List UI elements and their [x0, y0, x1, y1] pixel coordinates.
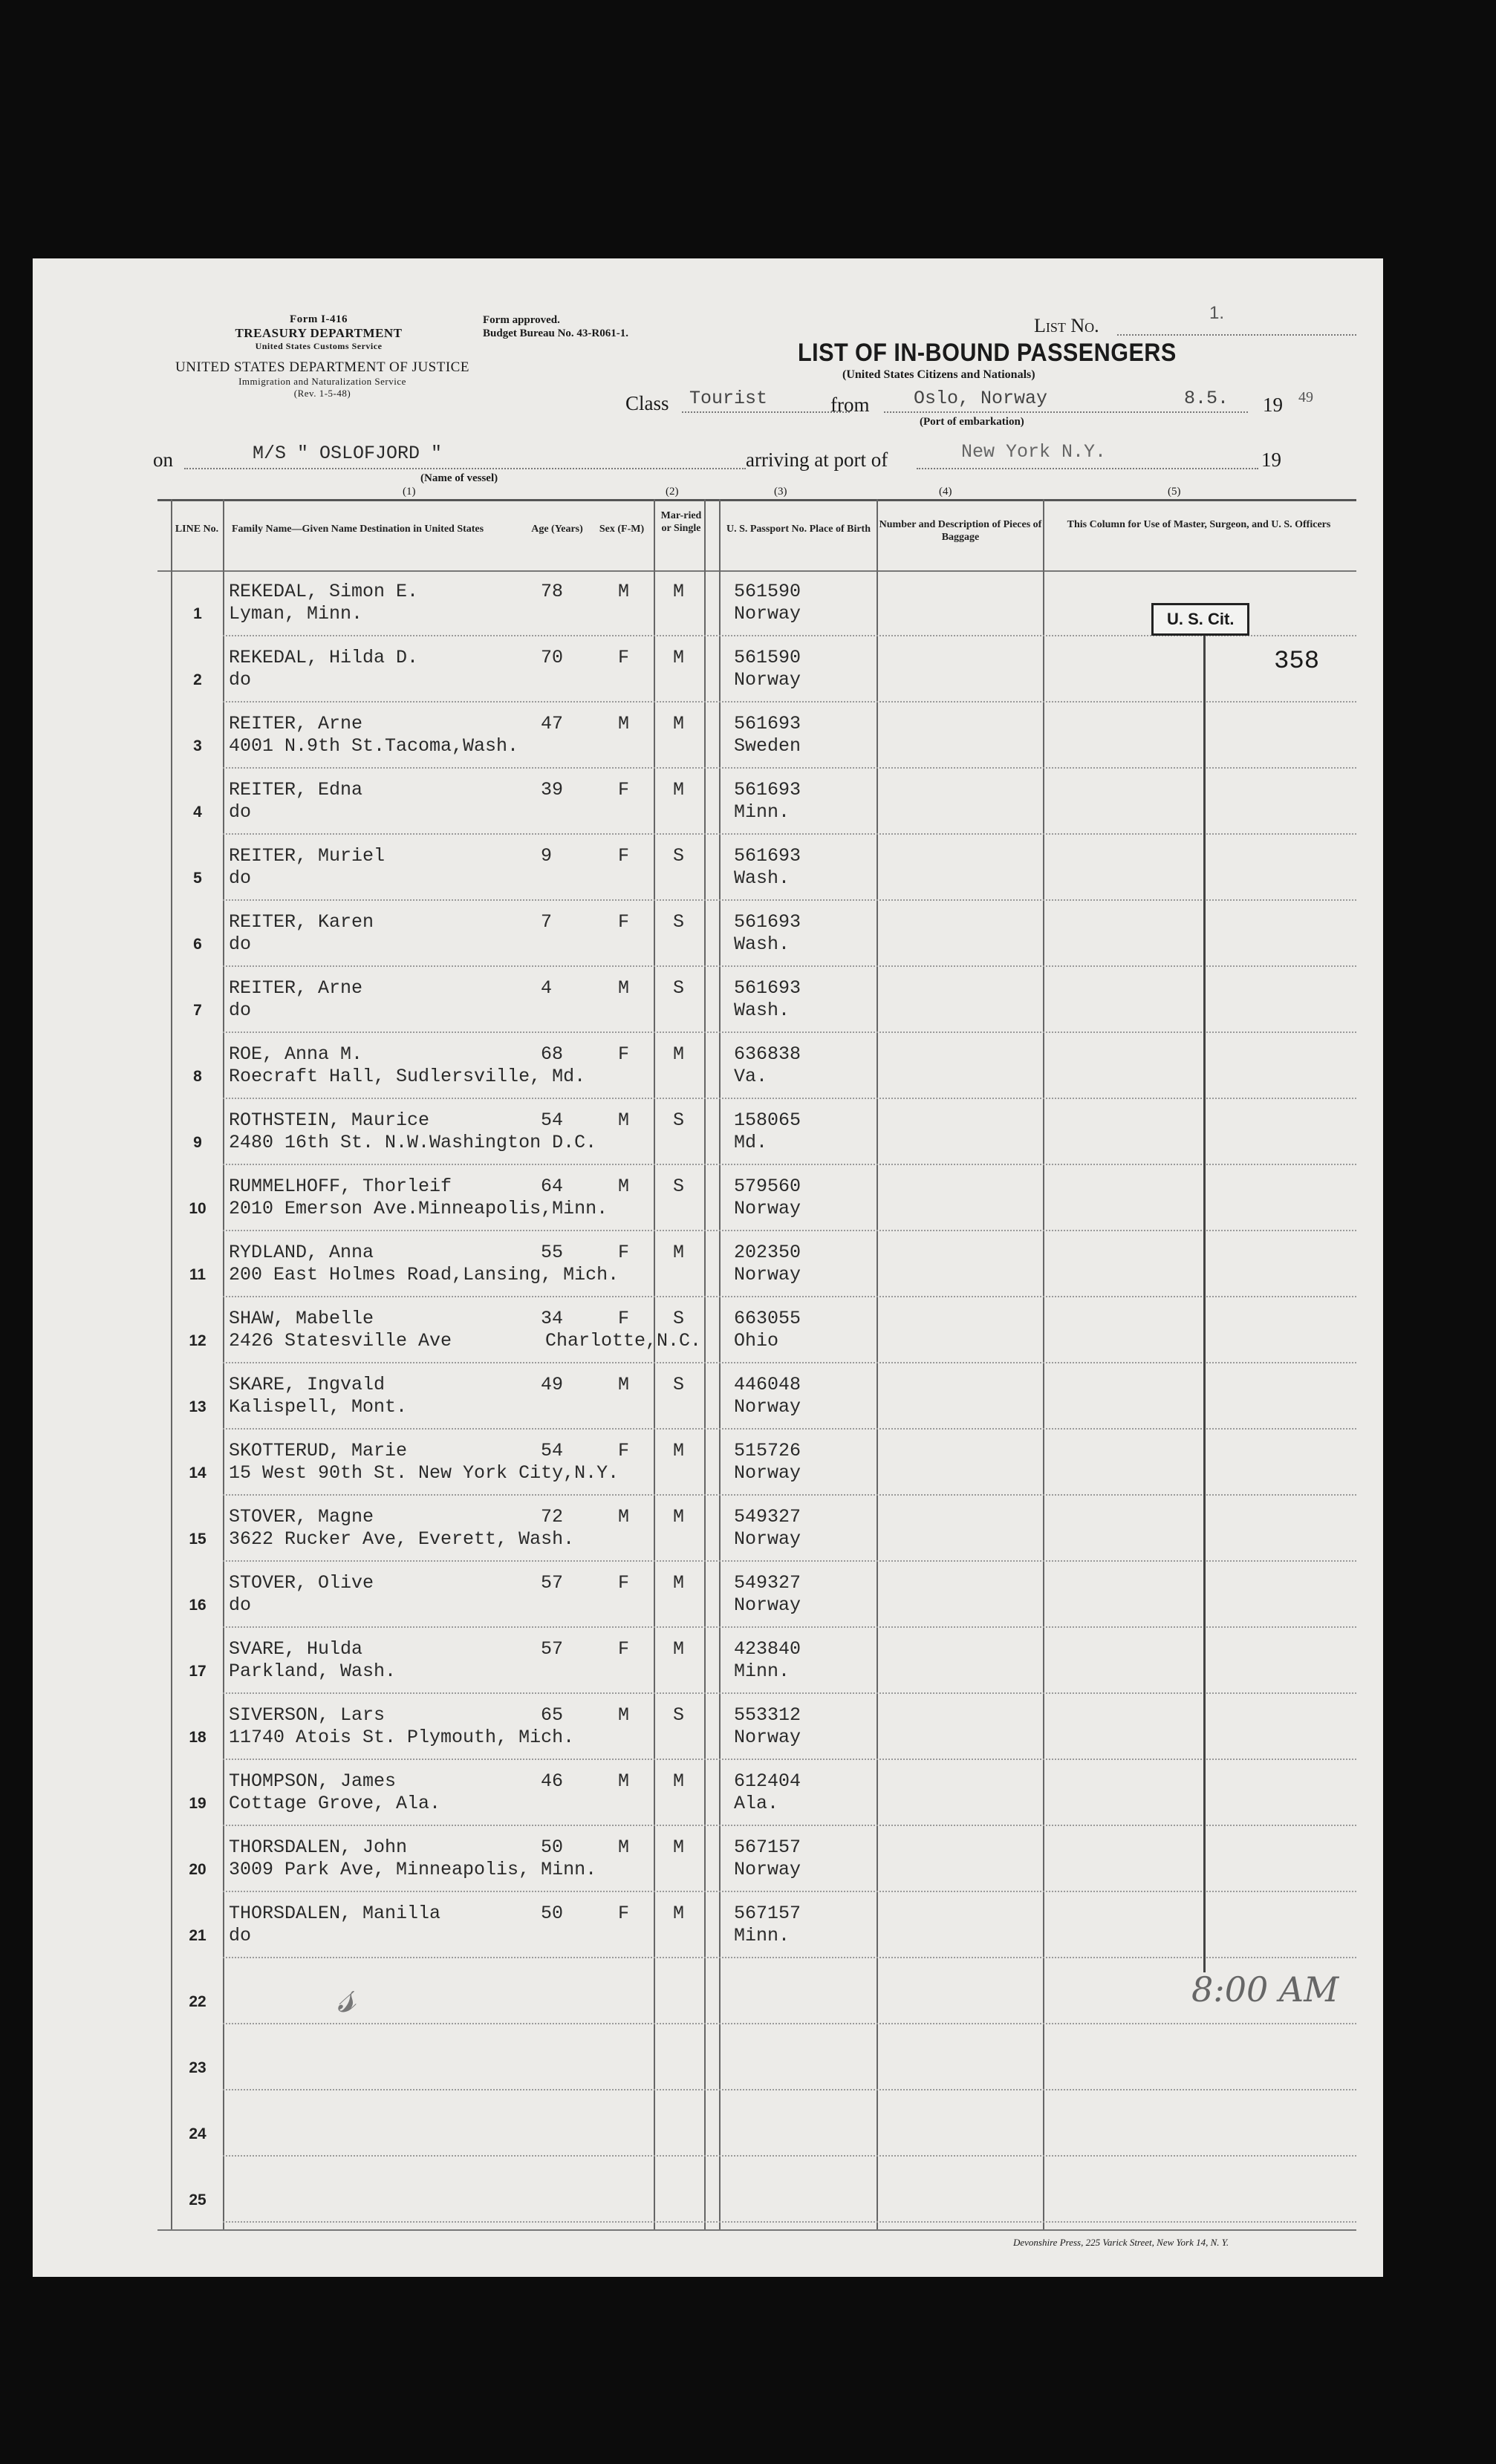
marital-status: S	[673, 1176, 685, 1197]
line-number: 5	[193, 870, 202, 887]
sex: M	[618, 1374, 630, 1395]
place-of-birth: Sweden	[734, 735, 801, 757]
destination: 3009 Park Ave, Minneapolis, Minn.	[229, 1859, 597, 1880]
rev-line: (Rev. 1-5-48)	[293, 388, 351, 399]
col-header-officers: This Column for Use of Master, Surgeon, and U. S. Officers	[1067, 519, 1331, 530]
marital-status: M	[673, 581, 685, 602]
passport-number: 202350	[734, 1242, 801, 1263]
destination: do	[229, 801, 252, 823]
sex: F	[618, 1440, 630, 1461]
us-citizen-stamp: U. S. Cit.	[1151, 603, 1249, 636]
col-header-passport: U. S. Passport No. Place of Birth	[726, 524, 871, 535]
col-number-2: (2)	[666, 486, 679, 498]
table-row	[33, 1892, 1383, 1958]
sex: F	[618, 1043, 630, 1065]
passport-number: 561693	[734, 977, 801, 999]
marital-status: S	[673, 1704, 685, 1726]
table-row	[33, 1496, 1383, 1562]
passport-number: 561590	[734, 647, 801, 668]
line-number: 8	[193, 1068, 202, 1085]
destination: do	[229, 669, 252, 691]
table-row	[33, 1826, 1383, 1892]
passport-number: 423840	[734, 1638, 801, 1660]
age: 64	[541, 1176, 564, 1197]
age: 57	[541, 1572, 564, 1594]
marital-status: M	[673, 1770, 685, 1792]
sex: F	[618, 845, 630, 867]
table-row	[33, 769, 1383, 835]
age: 39	[541, 779, 564, 801]
year-label-2: 19	[1261, 449, 1281, 471]
arriving-label: arriving at port of	[746, 449, 888, 471]
sex: F	[618, 911, 630, 933]
arrival-line	[917, 468, 1258, 469]
destination: do	[229, 1000, 252, 1021]
destination: Lyman, Minn.	[229, 603, 363, 625]
line-number: 23	[189, 2059, 206, 2076]
passenger-name: STOVER, Olive	[229, 1572, 374, 1594]
passenger-name: RYDLAND, Anna	[229, 1242, 374, 1263]
marital-status: S	[673, 1109, 685, 1131]
line-number: 9	[193, 1134, 202, 1151]
place-of-birth: Norway	[734, 603, 801, 625]
class-line	[682, 411, 850, 413]
line-number: 11	[189, 1266, 206, 1283]
handwritten-time: 8:00 AM	[1191, 1969, 1339, 2010]
line-number: 10	[189, 1200, 206, 1217]
line-number: 25	[189, 2191, 206, 2209]
col-number-3: (3)	[774, 486, 787, 498]
table-row	[33, 1628, 1383, 1694]
from-label: from	[830, 394, 870, 416]
destination: 11740 Atois St. Plymouth, Mich.	[229, 1727, 575, 1748]
line-number: 24	[189, 2125, 206, 2142]
passport-number: 567157	[734, 1836, 801, 1858]
table-top-border	[157, 499, 1356, 501]
destination: Roecraft Hall, Sudlersville, Md.	[229, 1066, 586, 1087]
passport-number: 158065	[734, 1109, 801, 1131]
budget-approval	[483, 313, 628, 340]
passenger-name: THOMPSON, James	[229, 1770, 397, 1792]
place-of-birth: Minn.	[734, 1925, 790, 1946]
passport-number: 663055	[734, 1308, 801, 1329]
passenger-name: REITER, Muriel	[229, 845, 386, 867]
passenger-name: REITER, Arne	[229, 713, 363, 734]
table-row	[33, 1562, 1383, 1628]
table-row	[33, 636, 1383, 703]
passenger-name: ROTHSTEIN, Maurice	[229, 1109, 430, 1131]
age: 49	[541, 1374, 564, 1395]
destination: Cottage Grove, Ala.	[229, 1793, 441, 1814]
class-label: Class	[625, 392, 669, 414]
page-title: LIST OF IN-BOUND PASSENGERS	[798, 339, 1177, 367]
table-row	[33, 1033, 1383, 1099]
passenger-name: REITER, Arne	[229, 977, 363, 999]
destination: 2480 16th St. N.W.Washington D.C.	[229, 1132, 597, 1153]
stamp-bracket-line	[1203, 636, 1206, 1972]
age: 50	[541, 1903, 564, 1924]
table-row	[33, 1430, 1383, 1496]
destination: 3622 Rucker Ave, Everett, Wash.	[229, 1528, 575, 1550]
table-row	[33, 1694, 1383, 1760]
destination: do	[229, 1925, 252, 1946]
table-row	[33, 1958, 1383, 2024]
col-number-5: (5)	[1168, 486, 1181, 498]
col-header-name-text: Family Name—Given Name Destination in United States	[232, 524, 484, 535]
passenger-name: REITER, Edna	[229, 779, 363, 801]
age: 7	[541, 911, 553, 933]
passenger-name: SKOTTERUD, Marie	[229, 1440, 408, 1461]
place-of-birth: Ohio	[734, 1330, 779, 1352]
line-number: 18	[189, 1729, 206, 1746]
row-divider	[223, 2221, 1356, 2223]
destination: do	[229, 933, 252, 955]
arrival-port: New York N.Y.	[961, 441, 1107, 463]
age: 34	[541, 1308, 564, 1329]
place-of-birth: Norway	[734, 1859, 801, 1880]
destination: do	[229, 1594, 252, 1616]
marital-status: S	[673, 911, 685, 933]
destination-continued: Charlotte,N.C.	[545, 1330, 702, 1352]
marital-status: M	[673, 1903, 685, 1924]
passenger-name: REITER, Karen	[229, 911, 374, 933]
sex: M	[618, 713, 630, 734]
passenger-name: THORSDALEN, John	[229, 1836, 408, 1858]
year-value: 49	[1298, 389, 1313, 405]
class-value: Tourist	[689, 388, 768, 409]
age: 65	[541, 1704, 564, 1726]
place-of-birth: Wash.	[734, 867, 790, 889]
marital-status: M	[673, 1440, 685, 1461]
marital-status: M	[673, 1043, 685, 1065]
table-row	[33, 835, 1383, 901]
line-number: 3	[193, 737, 202, 754]
age: 50	[541, 1836, 564, 1858]
sex: M	[618, 1704, 630, 1726]
sex: F	[618, 779, 630, 801]
passenger-name: THORSDALEN, Manilla	[229, 1903, 441, 1924]
line-number: 16	[189, 1597, 206, 1614]
sex: F	[618, 1638, 630, 1660]
header-justice	[137, 359, 508, 400]
place-of-birth: Norway	[734, 1594, 801, 1616]
sex: M	[618, 1176, 630, 1197]
age: 70	[541, 647, 564, 668]
table-row	[33, 1231, 1383, 1297]
table-row	[33, 2157, 1383, 2223]
col-number-4: (4)	[939, 486, 952, 498]
age: 47	[541, 713, 564, 734]
destination: 4001 N.9th St.Tacoma,Wash.	[229, 735, 519, 757]
table-row	[33, 1297, 1383, 1363]
passenger-name: SKARE, Ingvald	[229, 1374, 386, 1395]
passport-number: 549327	[734, 1506, 801, 1528]
passenger-name: STOVER, Magne	[229, 1506, 374, 1528]
line-number: 12	[189, 1332, 206, 1349]
from-line	[884, 411, 1248, 413]
marital-status: M	[673, 647, 685, 668]
sex: F	[618, 647, 630, 668]
age: 68	[541, 1043, 564, 1065]
printer-footer: Devonshire Press, 225 Varick Street, New York 14, N. Y.	[1013, 2237, 1229, 2248]
passport-number: 553312	[734, 1704, 801, 1726]
col-header-baggage: Number and Description of Pieces of Baggage	[879, 519, 1042, 543]
sex: M	[618, 977, 630, 999]
vessel-value: M/S " OSLOFJORD "	[253, 443, 443, 464]
table-row	[33, 2090, 1383, 2157]
table-row	[33, 1760, 1383, 1826]
age: 46	[541, 1770, 564, 1792]
col-header-line: LINE No.	[175, 524, 219, 535]
passport-number: 561590	[734, 581, 801, 602]
line-number: 1	[193, 605, 202, 622]
line-number: 4	[193, 804, 202, 821]
passenger-name: SIVERSON, Lars	[229, 1704, 386, 1726]
embark-date: 8.5.	[1184, 388, 1229, 409]
line-number: 15	[189, 1531, 206, 1548]
passport-number: 561693	[734, 713, 801, 734]
treasury-line: TREASURY DEPARTMENT	[235, 326, 403, 340]
year-label: 19	[1263, 394, 1283, 416]
table-row	[33, 901, 1383, 967]
destination: Kalispell, Mont.	[229, 1396, 408, 1418]
place-of-birth: Wash.	[734, 1000, 790, 1021]
justice-line: UNITED STATES DEPARTMENT OF JUSTICE	[175, 359, 469, 375]
marital-status: M	[673, 1572, 685, 1594]
sex: M	[618, 581, 630, 602]
marital-status: M	[673, 1242, 685, 1263]
passport-number: 567157	[734, 1903, 801, 1924]
destination: 200 East Holmes Road,Lansing, Mich.	[229, 1264, 619, 1285]
passenger-name: SVARE, Hulda	[229, 1638, 363, 1660]
line-number: 20	[189, 1861, 206, 1878]
passport-number: 636838	[734, 1043, 801, 1065]
passport-number: 561693	[734, 845, 801, 867]
vessel-caption: (Name of vessel)	[420, 472, 498, 484]
marital-status: M	[673, 779, 685, 801]
col-number-1: (1)	[403, 486, 416, 498]
col-header-married: Mar-ried or Single	[660, 510, 702, 534]
destination: do	[229, 867, 252, 889]
marital-status: S	[673, 1374, 685, 1395]
header-agencies	[196, 313, 441, 352]
line-number: 17	[189, 1663, 206, 1680]
line-number: 2	[193, 671, 202, 688]
list-no-value: 1.	[1209, 303, 1225, 323]
table-row	[33, 2024, 1383, 2090]
sex: M	[618, 1506, 630, 1528]
place-of-birth: Norway	[734, 1462, 801, 1484]
place-of-birth: Minn.	[734, 1660, 790, 1682]
sex: M	[618, 1109, 630, 1131]
line-number: 7	[193, 1002, 202, 1019]
table-row	[33, 703, 1383, 769]
form-number: Form I-416	[290, 313, 348, 325]
destination: Parkland, Wash.	[229, 1660, 397, 1682]
age: 55	[541, 1242, 564, 1263]
marital-status: M	[673, 1836, 685, 1858]
passport-number: 446048	[734, 1374, 801, 1395]
vessel-line	[184, 468, 746, 469]
age: 78	[541, 581, 564, 602]
marital-status: S	[673, 1308, 685, 1329]
destination: 2426 Statesville Ave	[229, 1330, 452, 1352]
place-of-birth: Norway	[734, 1396, 801, 1418]
marital-status: M	[673, 713, 685, 734]
place-of-birth: Md.	[734, 1132, 768, 1153]
passport-number: 612404	[734, 1770, 801, 1792]
port-embark-caption: (Port of embarkation)	[920, 416, 1024, 428]
sex: F	[618, 1308, 630, 1329]
list-no-line	[1117, 334, 1356, 336]
passenger-name: REKEDAL, Simon E.	[229, 581, 419, 602]
marital-status: S	[673, 845, 685, 867]
line-number: 13	[189, 1398, 206, 1415]
place-of-birth: Norway	[734, 1528, 801, 1550]
age: 54	[541, 1440, 564, 1461]
passport-number: 549327	[734, 1572, 801, 1594]
sex: F	[618, 1903, 630, 1924]
place-of-birth: Norway	[734, 1727, 801, 1748]
sex: M	[618, 1836, 630, 1858]
customs-line: United States Customs Service	[255, 341, 383, 351]
col-header-age: Age (Years)	[531, 524, 583, 535]
budget-line: Budget Bureau No. 43-R061-1.	[483, 327, 628, 339]
line-number: 21	[189, 1927, 206, 1944]
marital-status: M	[673, 1506, 685, 1528]
from-value: Oslo, Norway	[914, 388, 1048, 409]
table-row	[33, 967, 1383, 1033]
destination: 15 West 90th St. New York City,N.Y.	[229, 1462, 619, 1484]
passenger-name: SHAW, Mabelle	[229, 1308, 374, 1329]
table-row	[33, 1165, 1383, 1231]
passenger-count: 358	[1274, 648, 1320, 676]
line-number: 6	[193, 936, 202, 953]
manifest-page	[33, 258, 1383, 2277]
age: 72	[541, 1506, 564, 1528]
age: 57	[541, 1638, 564, 1660]
passenger-name: ROE, Anna M.	[229, 1043, 363, 1065]
destination: 2010 Emerson Ave.Minneapolis,Minn.	[229, 1198, 608, 1219]
place-of-birth: Norway	[734, 669, 801, 691]
age: 54	[541, 1109, 564, 1131]
approved-line: Form approved.	[483, 314, 560, 326]
table-bottom-border	[157, 2229, 1356, 2231]
table-row	[33, 1099, 1383, 1165]
on-label: on	[153, 449, 173, 471]
ins-line: Immigration and Naturalization Service	[238, 376, 406, 387]
passport-number: 561693	[734, 779, 801, 801]
place-of-birth: Ala.	[734, 1793, 779, 1814]
line-number: 22	[189, 1993, 206, 2010]
line-number: 19	[189, 1795, 206, 1812]
col-header-sex: Sex (F-M)	[599, 524, 645, 535]
age: 4	[541, 977, 553, 999]
passenger-name: REKEDAL, Hilda D.	[229, 647, 419, 668]
place-of-birth: Norway	[734, 1198, 801, 1219]
sex: F	[618, 1242, 630, 1263]
place-of-birth: Wash.	[734, 933, 790, 955]
age: 9	[541, 845, 553, 867]
list-no-label: List No.	[1034, 315, 1099, 336]
marital-status: M	[673, 1638, 685, 1660]
line-number: 14	[189, 1464, 206, 1482]
passport-number: 579560	[734, 1176, 801, 1197]
passport-number: 515726	[734, 1440, 801, 1461]
handwritten-signature: 𝓈	[337, 1966, 356, 2024]
passport-number: 561693	[734, 911, 801, 933]
table-row	[33, 1363, 1383, 1430]
sex: F	[618, 1572, 630, 1594]
passenger-name: RUMMELHOFF, Thorleif	[229, 1176, 452, 1197]
marital-status: S	[673, 977, 685, 999]
place-of-birth: Va.	[734, 1066, 768, 1087]
page-subtitle: (United States Citizens and Nationals)	[842, 368, 1035, 381]
place-of-birth: Norway	[734, 1264, 801, 1285]
place-of-birth: Minn.	[734, 801, 790, 823]
sex: M	[618, 1770, 630, 1792]
